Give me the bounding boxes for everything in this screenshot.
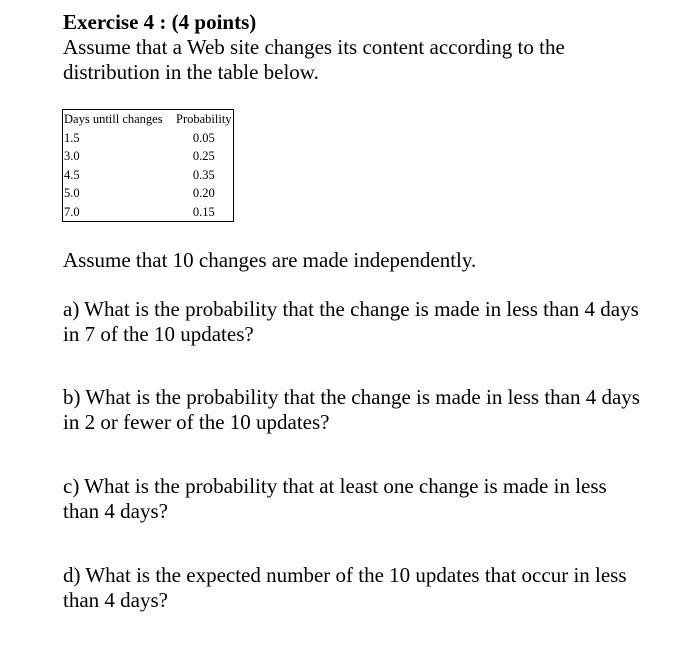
question-a-line-1: a) What is the probability that the change is made in less than 4 days xyxy=(63,297,639,321)
question-c xyxy=(63,474,663,524)
days-cell: 1.5 xyxy=(63,129,176,148)
question-d-line-1: d) What is the expected number of the 10 updates that occur in less xyxy=(63,563,627,587)
question-a xyxy=(63,297,663,347)
table-row xyxy=(63,147,234,166)
exercise-title: Exercise 4 : (4 points) xyxy=(63,10,257,34)
table-row xyxy=(63,129,234,148)
column-header-days: Days untill changes xyxy=(64,112,163,126)
table-row xyxy=(63,184,234,203)
probability-cell: 0.25 xyxy=(192,149,215,163)
probability-cell: 0.05 xyxy=(192,130,215,145)
question-a-line-2: in 7 of the 10 updates? xyxy=(63,322,254,346)
intro-line-1: Assume that a Web site changes its content according to the xyxy=(63,35,565,59)
table-row xyxy=(63,166,234,185)
column-header-probability: Probability xyxy=(176,112,232,126)
question-c-line-2: than 4 days? xyxy=(63,499,168,523)
table-row xyxy=(63,203,234,222)
question-d xyxy=(63,563,663,613)
exercise-header xyxy=(63,9,663,85)
table-header-row xyxy=(63,110,234,129)
question-d-line-2: than 4 days? xyxy=(63,588,168,612)
intro-line-2: distribution in the table below. xyxy=(63,60,319,84)
exercise-intro xyxy=(63,35,663,85)
question-b-line-2: in 2 or fewer of the 10 updates? xyxy=(63,410,330,434)
probability-cell: 0.35 xyxy=(192,167,215,182)
probability-cell: 0.20 xyxy=(192,186,215,200)
probability-cell: 0.15 xyxy=(192,204,215,219)
days-cell: 7.0 xyxy=(63,203,176,222)
days-cell: 3.0 xyxy=(63,147,176,166)
assumption-text: Assume that 10 changes are made independently. xyxy=(63,248,477,272)
distribution-table xyxy=(62,109,234,222)
question-c-line-1: c) What is the probability that at least one change is made in less xyxy=(63,474,607,498)
days-cell: 5.0 xyxy=(63,184,176,203)
days-cell: 4.5 xyxy=(63,166,176,185)
question-b-line-1: b) What is the probability that the change is made in less than 4 days xyxy=(63,385,640,409)
question-b xyxy=(63,385,663,435)
